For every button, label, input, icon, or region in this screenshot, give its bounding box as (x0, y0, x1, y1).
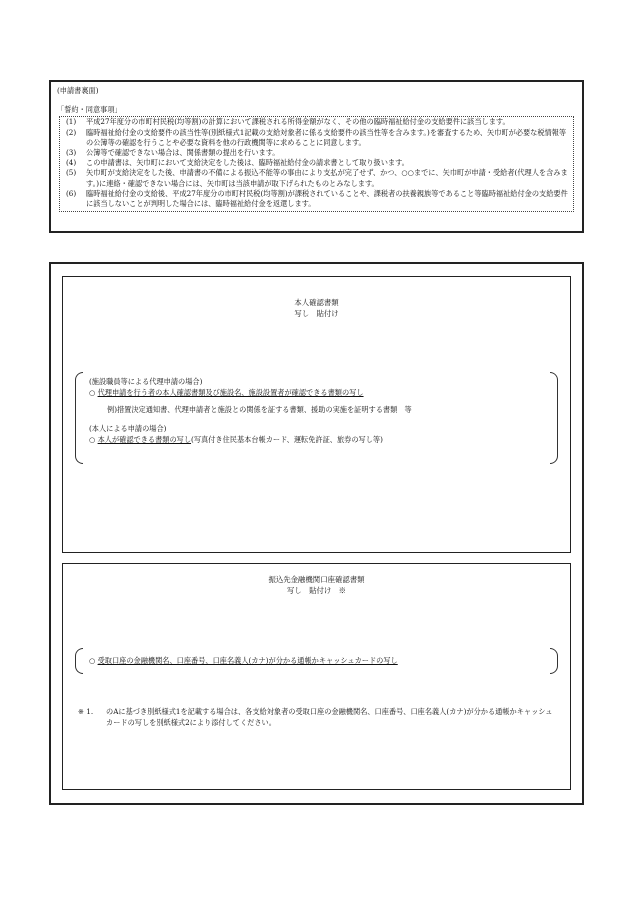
term-text: 矢巾町が支給決定をした後、申請書の不備による振込不能等の事由により支払が完了せず、かつ、○○までに、矢巾町が申請・受給者(代理人を含みます。)に連絡・確認できない場合には、矢巾町は当該申請が取下げられたものとみなします。 (86, 168, 568, 188)
bank-box-title: 振込先金融機関口座確認書類 (268, 575, 365, 584)
left-bracket (75, 372, 83, 464)
bank-requirement-text: 受取口座の金融機関名、口座番号、口座名義人(カナ)が分かる通帳かキャッシュカードの写し (97, 656, 398, 665)
bullet: ○ (89, 435, 96, 444)
id-requirements-bracket (75, 372, 558, 464)
self-requirement-suffix: (写真付き住民基本台帳カード、運転免許証、旅券の写し等) (191, 435, 383, 444)
right-bracket (550, 372, 558, 464)
note-mark: ※ 1. (78, 707, 94, 716)
term-number: (3) (66, 148, 77, 158)
proxy-example: 例)措置決定通知書、代理申請者と施設との関係を証する書類、援助の実施を証明する書類 等 (107, 405, 412, 414)
proxy-requirement (89, 387, 544, 398)
back-page-label: (申請書裏面) (57, 86, 99, 95)
id-box-subtitle: 写し 貼付け (294, 309, 339, 318)
oath-title: 「誓約・同意事項」 (57, 105, 122, 115)
term-item (64, 117, 569, 127)
self-requirement (89, 434, 544, 445)
id-box-title: 本人確認書類 (294, 298, 339, 307)
bank-requirements-bracket (75, 648, 558, 674)
bank-document-paste-area (62, 563, 571, 790)
term-text: 公簿等で確認できない場合は、関係書類の提出を行います。 (86, 148, 280, 158)
term-text: 臨時福祉給付金の支給要件の該当性等(別紙様式1記載の支給対象者に係る支給要件の該当性等を含みます。)を審査するため、矢巾町が必要な税情報等の公簿等の確認を行うことや必要な資料を他の行政機関等に求めることに同意します。 (86, 127, 567, 147)
term-number: (5) (66, 168, 77, 178)
attachment-section (49, 262, 584, 805)
id-document-paste-area (62, 276, 571, 553)
term-text: 平成27年度分の市町村民税(均等割)の計算において課税される所得金額がなく、その他の臨時福祉給付金の支給要件に該当します。 (86, 117, 510, 127)
right-bracket (550, 648, 558, 674)
bank-box-subtitle: 写し 貼付け ※ (286, 586, 347, 595)
term-number: (4) (66, 158, 77, 168)
term-item (64, 158, 569, 168)
left-bracket (75, 648, 83, 674)
self-heading: (本人による申請の場合) (89, 424, 167, 433)
proxy-requirement-text: 代理申請を行う者の本人確認書類及び施設名、施設設置者が確認できる書類の写し (97, 388, 364, 397)
term-item (64, 128, 569, 148)
term-number: (2) (66, 127, 77, 137)
proxy-heading: (施設職員等による代理申請の場合) (89, 377, 203, 386)
bank-requirement (75, 648, 558, 670)
term-text: 臨時福祉給付金の支給後、平成27年度分の市町村民税(均等割)が課税されていることや、課税者の扶養親族等であること等臨時福祉給付金の支給要件に該当しないことが判明した場合には、臨時福祉給付金を返還します。 (86, 188, 568, 209)
oath-consent-section (49, 80, 584, 233)
id-requirements (75, 372, 558, 449)
bullet: ○ (89, 656, 96, 665)
terms-list (59, 116, 574, 212)
term-item (64, 189, 569, 209)
term-item (64, 168, 569, 188)
term-item (64, 148, 569, 158)
term-number: (1) (66, 117, 77, 127)
term-text: この申請書は、矢巾町において支給決定をした後は、臨時福祉給付金の請求書として取り扱います。 (86, 158, 409, 168)
note-row (78, 706, 556, 728)
term-number: (6) (66, 188, 77, 198)
bullet: ○ (89, 388, 96, 397)
note-text: のAに基づき別紙様式1を記載する場合は、各支給対象者の受取口座の金融機関名、口座番号、口座名義人(カナ)が分かる通帳かキャッシュカードの写しを別紙様式2により添付してください。 (106, 707, 553, 727)
self-requirement-text: 本人が確認できる書類の写し (97, 435, 192, 444)
bank-note (78, 706, 556, 728)
